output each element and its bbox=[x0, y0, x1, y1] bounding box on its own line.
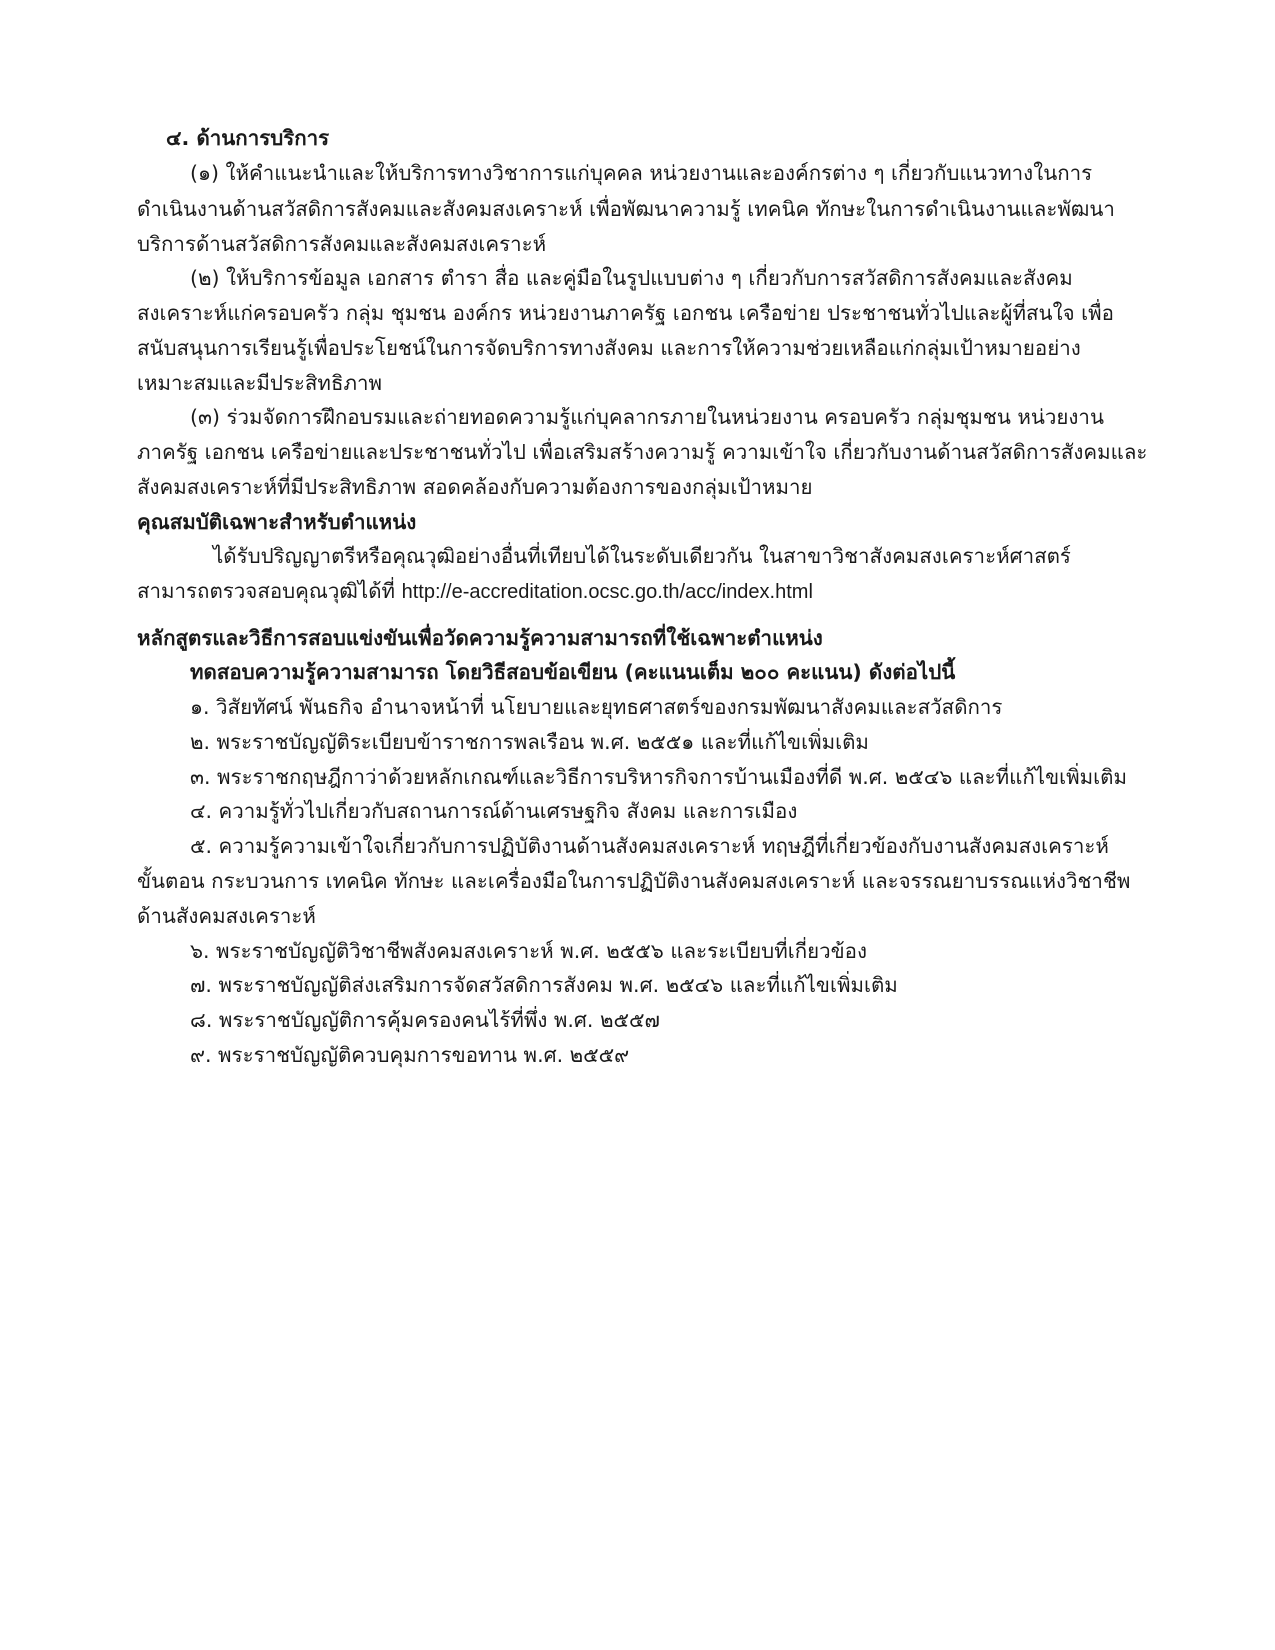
service-item-3-line-2: ภาครัฐ เอกชน เครือข่ายและประชาชนทั่วไป เพื่อเสริมสร้างความรู้ ความเข้าใจ เกี่ยวกับงานด้านสวัสดิการสังคมและ bbox=[137, 440, 1148, 464]
exam-topic-9: ๙. พระราชบัญญัติควบคุมการขอทาน พ.ศ. ๒๕๕๙ bbox=[190, 1043, 630, 1067]
service-item-1-line-1: (๑) ให้คำแนะนำและให้บริการทางวิชาการแก่บุคคล หน่วยงานและองค์กรต่าง ๆ เกี่ยวกับแนวทางในการ bbox=[190, 161, 1093, 185]
service-item-1-line-2: ดำเนินงานด้านสวัสดิการสังคมและสังคมสงเคราะห์ เพื่อพัฒนาความรู้ เทคนิค ทักษะในการดำเนินงานและพัฒนา bbox=[137, 197, 1115, 221]
exam-heading: หลักสูตรและวิธีการสอบแข่งขันเพื่อวัดความรู้ความสามารถที่ใช้เฉพาะตำแหน่ง bbox=[137, 626, 823, 650]
exam-topic-5-line-2: ขั้นตอน กระบวนการ เทคนิค ทักษะ และเครื่องมือในการปฏิบัติงานสังคมสงเคราะห์ และจรรณยาบรรณแห่งวิชาชีพ bbox=[137, 869, 1131, 893]
exam-topic-6: ๖. พระราชบัญญัติวิชาชีพสังคมสงเคราะห์ พ.ศ. ๒๕๕๖ และระเบียบที่เกี่ยวข้อง bbox=[190, 939, 867, 963]
exam-topic-2: ๒. พระราชบัญญัติระเบียบข้าราชการพลเรือน พ.ศ. ๒๕๕๑ และที่แก้ไขเพิ่มเติม bbox=[190, 730, 869, 754]
service-item-3-line-3: สังคมสงเคราะห์ที่มีประสิทธิภาพ สอดคล้องกับความต้องการของกลุ่มเป้าหมาย bbox=[137, 475, 813, 499]
qualifications-url-prefix: สามารถตรวจสอบคุณวุฒิได้ที่ bbox=[137, 579, 402, 603]
qualifications-line-1: ได้รับปริญญาตรีหรือคุณวุฒิอย่างอื่นที่เทียบได้ในระดับเดียวกัน ในสาขาวิชาสังคมสงเคราะห์ศาสตร์ bbox=[213, 544, 1071, 568]
exam-topic-8: ๘. พระราชบัญญัติการคุ้มครองคนไร้ที่พึ่ง พ.ศ. ๒๕๕๗ bbox=[190, 1008, 660, 1032]
accreditation-link[interactable]: http://e-accreditation.ocsc.go.th/acc/index.html bbox=[401, 581, 813, 603]
service-heading: ๔. ด้านการบริการ bbox=[166, 126, 330, 150]
service-item-2-line-4: เหมาะสมและมีประสิทธิภาพ bbox=[137, 371, 382, 395]
qualifications-heading: คุณสมบัติเฉพาะสำหรับตำแหน่ง bbox=[137, 510, 417, 534]
exam-topic-5-line-3: ด้านสังคมสงเคราะห์ bbox=[137, 904, 316, 928]
exam-topic-7: ๗. พระราชบัญญัติส่งเสริมการจัดสวัสดิการสังคม พ.ศ. ๒๕๔๖ และที่แก้ไขเพิ่มเติม bbox=[190, 973, 898, 997]
service-item-2-line-2: สงเคราะห์แก่ครอบครัว กลุ่ม ชุมชน องค์กร หน่วยงานภาครัฐ เอกชน เครือข่าย ประชาชนทั่วไปและผู้ที่สนใจ เพื่อ bbox=[137, 301, 1114, 325]
exam-subheading: ทดสอบความรู้ความสามารถ โดยวิธีสอบข้อเขียน (คะแนนเต็ม ๒๐๐ คะแนน) ดังต่อไปนี้ bbox=[190, 660, 956, 684]
exam-topic-1: ๑. วิสัยทัศน์ พันธกิจ อำนาจหน้าที่ นโยบายและยุทธศาสตร์ของกรมพัฒนาสังคมและสวัสดิการ bbox=[190, 695, 1003, 719]
exam-topic-5-line-1: ๕. ความรู้ความเข้าใจเกี่ยวกับการปฏิบัติงานด้านสังคมสงเคราะห์ ทฤษฎีที่เกี่ยวข้องกับงานสังคมสงเคราะห์ bbox=[190, 834, 1109, 858]
service-item-1-line-3: บริการด้านสวัสดิการสังคมและสังคมสงเคราะห์ bbox=[137, 232, 547, 256]
service-item-2-line-1: (๒) ให้บริการข้อมูล เอกสาร ตำรา สื่อ และคู่มือในรูปแบบต่าง ๆ เกี่ยวกับการสวัสดิการสังคมและสังคม bbox=[190, 266, 1073, 290]
service-item-3-line-1: (๓) ร่วมจัดการฝึกอบรมและถ่ายทอดความรู้แก่บุคลากรภายในหน่วยงาน ครอบครัว กลุ่มชุมชน หน่วยงาน bbox=[190, 405, 1104, 429]
exam-topic-4: ๔. ความรู้ทั่วไปเกี่ยวกับสถานการณ์ด้านเศรษฐกิจ สังคม และการเมือง bbox=[190, 799, 798, 823]
exam-topic-3: ๓. พระราชกฤษฎีกาว่าด้วยหลักเกณฑ์และวิธีการบริหารกิจการบ้านเมืองที่ดี พ.ศ. ๒๕๔๖ และที่แก้ไขเพิ่มเติม bbox=[190, 765, 1127, 789]
qualifications-line-2 bbox=[137, 581, 813, 602]
service-item-2-line-3: สนับสนุนการเรียนรู้เพื่อประโยชน์ในการจัดบริการทางสังคม และการให้ความช่วยเหลือแก่กลุ่มเป้าหมายอย่าง bbox=[137, 336, 1081, 360]
